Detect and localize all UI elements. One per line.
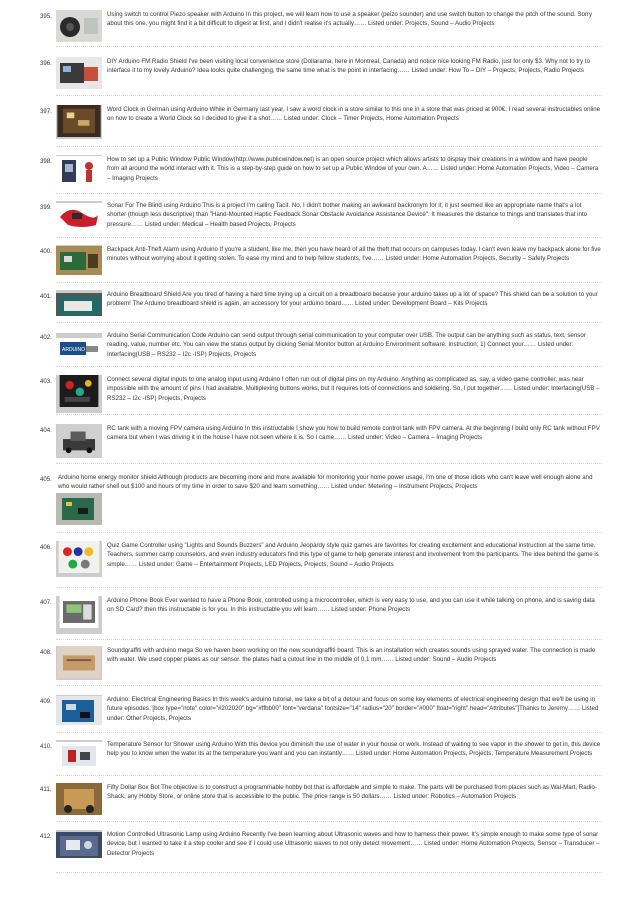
item-thumbnail[interactable]	[56, 646, 102, 680]
item-text[interactable]: How to set up a Public Window Public Window(http://www.publicwindow.net) is an open source project which allows artists to display their creations in a window and have people from all around the world interact with it. This is a step-by-step guide on how to set up a Public Window of your own. A…… Listed under: Home Automation Projects, Video – Camera – Imaging Projects	[107, 156, 599, 182]
item-text[interactable]: Arduino home energy monitor shield Although products are becoming more and more available for monitoring your home power usage, I'm one of those idiots who can't leave well enough alone and who would rather shell out $100 and hours of my time in order to save $20 and learn something…… Listed under: Metering – Instrument Projects, Projects	[58, 474, 593, 491]
item-thumbnail[interactable]	[56, 783, 102, 815]
item-thumbnail[interactable]	[56, 333, 102, 355]
item-thumbnail[interactable]	[56, 596, 102, 634]
divider	[56, 414, 602, 415]
divider	[56, 532, 602, 533]
item-number: 399.	[40, 204, 52, 211]
item-number: 398.	[40, 158, 52, 165]
item-number: 400.	[40, 248, 52, 255]
item-thumbnail[interactable]	[56, 245, 102, 275]
item-number: 401.	[40, 293, 52, 300]
divider	[56, 463, 602, 464]
item-number: 411.	[40, 786, 52, 793]
item-thumbnail[interactable]	[56, 830, 102, 858]
item-thumbnail[interactable]	[56, 493, 102, 525]
item-number: 404.	[40, 427, 52, 434]
divider	[56, 872, 602, 873]
item-number: 395.	[40, 13, 52, 20]
divider	[56, 732, 602, 733]
item-number: 407.	[40, 599, 52, 606]
divider	[56, 282, 602, 283]
item-number: 403.	[40, 378, 52, 385]
divider	[56, 46, 602, 47]
item-number: 397.	[40, 108, 52, 115]
divider	[56, 366, 602, 367]
divider	[56, 587, 602, 588]
divider	[56, 193, 602, 194]
divider	[56, 821, 602, 822]
item-text[interactable]: Arduino Breadboard Shield Are you tired of having a hard time trying up a circuit on a breadboard because your arduino takes up a lot of space? This shield can be a solution to your problem! The Arduino breadboard shield is again, an accessory for your arduino board…… Listed under: Development Board – Kits Projects	[107, 291, 598, 308]
item-text[interactable]: Temperature Sensor for Shower using Arduino With this device you diminish the use of water in your house or work. Instead of waiting to see vapor in the shower to get in, this device help you to know when the water its at the temperature you want and you can instantly…… Listed under: Home Automation Projects, Projects, Temperature Measurement Projects	[107, 741, 601, 758]
divider	[56, 95, 602, 96]
item-text[interactable]: Fifty Dollar Box Bot The objective is to construct a programmable hobby bot that is affordable and simple to make. The parts will be purchased from places such as Wal-Mart, Radio-Shack, any Hobby Store, or online store that is accessible to the public. The price range is 50 dollars…… Listed under: Robotics – Automation Projects	[107, 784, 597, 801]
item-text[interactable]: RC tank with a moving FPV camera using Arduino In this instructable I show you how to build remote control tank with FPV camera. At the beginning I build only RC tank without FPV camera but when I was driving it in the house I have not seen where it is. So I came…… Listed under: Video – Camera – Imaging Projects	[107, 425, 600, 442]
item-thumbnail[interactable]	[56, 695, 102, 725]
item-text[interactable]: Word Clock in German using Arduino While in Germany last year, I saw a word clock in a store similar to this one in a store that was priced at 900€. I read several instructables online on how to create a World Clock so I decided to give it a shot…… Listed under: Clock – Timer Projects, Home Automation Projects	[107, 106, 601, 123]
divider	[56, 639, 602, 640]
item-number: 396.	[40, 60, 52, 67]
item-thumbnail[interactable]	[56, 424, 102, 458]
item-number: 410.	[40, 743, 52, 750]
item-thumbnail[interactable]	[56, 375, 102, 413]
item-thumbnail[interactable]	[56, 155, 102, 185]
svg-text:ARDUINO: ARDUINO	[62, 347, 86, 353]
item-thumbnail[interactable]	[56, 201, 102, 229]
item-thumbnail[interactable]	[56, 10, 102, 42]
item-number: 409.	[40, 698, 52, 705]
item-text[interactable]: Using switch to control Piezo speaker with Arduino In this project, we will learn how to use a speaker (peizo sounder) and use switch button to change the pitch of the sound. Sorry about this one, you might find it a bit difficult to digest at first, and I didn't realise it's actually…… Listed under: Projects, Sound – Audio Projects	[107, 11, 593, 28]
item-text[interactable]: Sonar For The Blind using Arduino This is a project I'm calling Tacit. No, I didn't bother making an awkward backronym for it, it just seemed like an appropriate name that's a lot shorter (though less descriptive) than "Hand-Mounted Haptic Feedback Sonar Obstacle Avoidance Assistance Device". It measures the distance to things and translates that into pressure…… Listed under: Medical – Health based Projects, Projects	[107, 202, 588, 228]
item-number: 402.	[40, 334, 52, 341]
item-thumbnail[interactable]	[56, 105, 102, 139]
item-text[interactable]: Arduino Phone Book Ever wanted to have a Phone Book, controlled using a microcontroller, which is very easy to use, and you can use it while talking on phone, and is saving data on SD Card? then this instructable is for you. In this instructable you will learn…… Listed under: Phone Projects	[107, 597, 595, 614]
item-text[interactable]: Soundgraffiti with arduino mega So we haven been working on the new soundgraffiti board. This is an installation wich creates sounds using sprayed water. The connection is made with water. We used copper plates as our sensor. the plates had a cutout line in the middle of 0,1 mm…… Listed under: Sound – Audio Projects	[107, 647, 596, 664]
item-text[interactable]: Connect several digital inputs to one analog input using Arduino I often run out of digital pins on my Arduino. Anything as complicated as, say, a video game controller, was near impossible with the amount of pins I had available. Multiplexing buttons works, but it requires lots of connections and soldering. So, I put together…… Listed under: Interfacing(USB – RS232 – I2c -ISP) Projects, Projects	[107, 376, 600, 402]
item-number: 412.	[40, 833, 52, 840]
item-number: 406.	[40, 544, 52, 551]
item-text[interactable]: Backpack Anti-Theft Alarm using Arduino If you're a student, like me, then you have heard of all the theft that occurs on campuses today. I can't even leave my backpack alone for five minutes without worrying about it getting stolen. To ease my mind and to help fellow students, I've…… Listed under: Home Automation Projects, Security – Safety Projects	[107, 246, 601, 263]
item-thumbnail[interactable]	[56, 57, 102, 89]
item-text[interactable]: DIY Arduino FM Radio Shield I've been visiting local convenience store (Dollarama, here in Montreal, Canada) and notice nice looking FM Radio, just for only $3. Why not to try to interface it to my lovely Arduino? Idea looks quite challenging, the same time what is the point in interfacing…… Listed under: How To – DIY – Projects, Projects, Radio Projects	[107, 58, 591, 75]
item-text[interactable]: Quiz Game Controller using "Lights and Sounds Buzzers" and Arduino Jeopardy style quiz games are favorites for creating excitement and educational instruction at the same time. Teachers, summer camp counselors, and even industry educators find this type of game to help generate interest and involvement from the participants. The idea behind the game is simple…… Listed under: Game – Entertainment Projects, LED Projects, Projects, Sound – Audio Projects	[107, 542, 599, 568]
item-thumbnail[interactable]	[56, 541, 102, 577]
divider	[56, 146, 602, 147]
divider	[56, 685, 602, 686]
item-text[interactable]: Arduino: Electrical Engineering Basics In this week's arduino tutorial, we take a bit of a detour and focus on some key elements of electrical engineering design that we'll be using in future episodes. [box type="note" color="#202020" bg="#ffbb00" font="verdana" fontsize="14" radius="20" border="#000" float="right" head="Attributes"]Thanks to Jeremy…… Listed under: Other Projects, Projects	[107, 696, 599, 722]
divider	[56, 237, 602, 238]
item-thumbnail[interactable]	[56, 290, 102, 316]
divider	[56, 322, 602, 323]
item-thumbnail[interactable]	[56, 740, 102, 768]
item-number: 408.	[40, 649, 52, 656]
item-text[interactable]: Arduino Serial Communication Code Arduino can send output through serial communication to your computer over USB. The output can be anything such as status, text, sensor reading, value, number etc. You can view the status output by clicking Serial Monitor button at Arduino Environment software. Instruction; 1) Connect your…… Listed under: Interfacing(USB – RS232 – I2c -ISP) Projects, Projects	[107, 332, 586, 358]
item-text[interactable]: Motion Controlled Ultrasonic Lamp using Arduino Recently I've been learning about Ultrasonic waves and how to harness their power. It's simple enough to make some type of sonar device, but I wanted to take it a step cooler and see if I could use Ultrasonic waves to not only detect movement…… Listed under: Home Automation Projects, Sensor – Transducer – Detector Projects	[107, 831, 600, 857]
item-number: 405.	[40, 476, 52, 483]
divider	[56, 775, 602, 776]
